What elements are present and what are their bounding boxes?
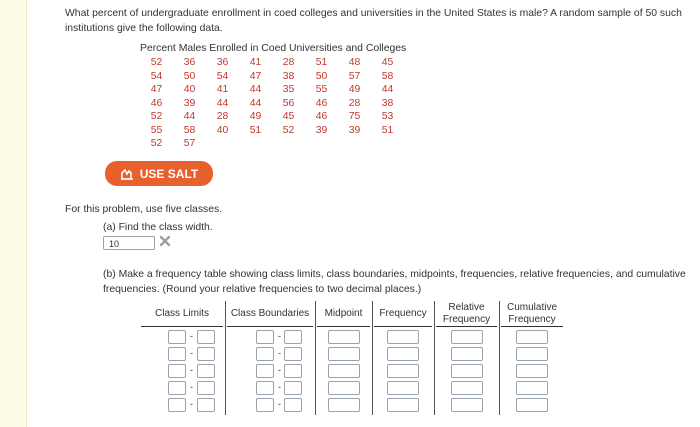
data-value: 53 [381, 111, 394, 122]
midpoint-input[interactable] [328, 330, 360, 344]
lower-class-limit-input[interactable] [168, 398, 186, 412]
range-dash: - [190, 365, 193, 375]
header-relative-frequency: Relative Frequency [436, 301, 497, 327]
data-value: 55 [315, 84, 328, 95]
midpoint-input[interactable] [328, 347, 360, 361]
data-value: 38 [282, 70, 295, 82]
data-value: 51 [381, 124, 394, 136]
upper-class-boundary-input[interactable] [284, 364, 302, 378]
data-value: 75 [348, 111, 361, 122]
data-value: 44 [381, 84, 394, 95]
data-value: 58 [183, 124, 196, 136]
data-value: 52 [150, 57, 163, 68]
salt-chart-icon [120, 168, 134, 180]
data-value: 46 [150, 97, 163, 109]
column-divider [372, 301, 373, 415]
midpoint-input[interactable] [328, 381, 360, 395]
data-value: 38 [381, 97, 394, 109]
problem-instructions: For this problem, use five classes. [65, 204, 223, 215]
midpoint-input[interactable] [328, 398, 360, 412]
data-value: 54 [150, 70, 163, 82]
range-dash: - [278, 382, 281, 392]
frequency-input[interactable] [387, 347, 419, 361]
data-value: 45 [381, 57, 394, 68]
range-dash: - [278, 348, 281, 358]
lower-class-limit-input[interactable] [168, 364, 186, 378]
data-value: 40 [183, 84, 196, 95]
cumulative-frequency-input[interactable] [516, 398, 548, 412]
upper-class-boundary-input[interactable] [284, 398, 302, 412]
upper-class-boundary-input[interactable] [284, 381, 302, 395]
data-value: 51 [315, 57, 328, 68]
data-value: 41 [249, 57, 262, 68]
column-divider [315, 301, 316, 415]
data-value: 28 [282, 57, 295, 68]
data-value: 36 [216, 57, 229, 68]
lower-class-boundary-input[interactable] [256, 398, 274, 412]
column-divider [225, 301, 226, 415]
header-frequency: Frequency [374, 301, 432, 327]
upper-class-limit-input[interactable] [197, 347, 215, 361]
midpoint-input[interactable] [328, 364, 360, 378]
data-value: 56 [282, 97, 295, 109]
cumulative-frequency-input[interactable] [516, 364, 548, 378]
data-value: 40 [216, 124, 229, 136]
incorrect-x-icon [159, 235, 171, 247]
data-value: 44 [216, 97, 229, 109]
cumulative-frequency-input[interactable] [516, 330, 548, 344]
relative-frequency-input[interactable] [451, 364, 483, 378]
lower-class-limit-input[interactable] [168, 381, 186, 395]
data-value: 36 [183, 57, 196, 68]
data-value: 50 [315, 70, 328, 82]
upper-class-boundary-input[interactable] [284, 347, 302, 361]
range-dash: - [278, 331, 281, 341]
data-value: 39 [348, 124, 361, 136]
data-value: 46 [315, 97, 328, 109]
data-value: 44 [249, 84, 262, 95]
header-cumulative-frequency: Cumulative Frequency [501, 301, 563, 327]
header-class-limits: Class Limits [141, 301, 223, 327]
data-value: 57 [348, 70, 361, 82]
upper-class-limit-input[interactable] [197, 398, 215, 412]
header-midpoint: Midpoint [317, 301, 370, 327]
relative-frequency-input[interactable] [451, 347, 483, 361]
data-value: 57 [183, 138, 196, 149]
data-value: 52 [150, 111, 163, 122]
lower-class-boundary-input[interactable] [256, 364, 274, 378]
upper-class-boundary-input[interactable] [284, 330, 302, 344]
question-panel [26, 0, 700, 427]
data-value: 47 [150, 84, 163, 95]
data-value: 39 [315, 124, 328, 136]
relative-frequency-input[interactable] [451, 330, 483, 344]
cumulative-frequency-input[interactable] [516, 347, 548, 361]
relative-frequency-input[interactable] [451, 381, 483, 395]
data-value: 52 [150, 138, 163, 149]
data-table [140, 57, 404, 152]
lower-class-limit-input[interactable] [168, 347, 186, 361]
range-dash: - [190, 331, 193, 341]
frequency-input[interactable] [387, 330, 419, 344]
data-value: 28 [348, 97, 361, 109]
upper-class-limit-input[interactable] [197, 364, 215, 378]
data-table-title: Percent Males Enrolled in Coed Universities and Colleges [140, 43, 407, 54]
data-value: 44 [183, 111, 196, 122]
frequency-input[interactable] [387, 364, 419, 378]
use-salt-label: USE SALT [139, 166, 199, 181]
left-margin-bar [0, 0, 27, 427]
upper-class-limit-input[interactable] [197, 330, 215, 344]
data-value: 35 [282, 84, 295, 95]
lower-class-boundary-input[interactable] [256, 381, 274, 395]
part-b-prompt: (b) Make a frequency table showing class limits, class boundaries, midpoints, frequencies, relative frequencies, and cumulative frequencies. (Round your relative frequencies to two decimal places.) [103, 269, 686, 295]
part-a-prompt: (a) Find the class width. [103, 222, 213, 233]
cumulative-frequency-input[interactable] [516, 381, 548, 395]
range-dash: - [190, 348, 193, 358]
data-value: 49 [249, 111, 262, 122]
frequency-input[interactable] [387, 398, 419, 412]
range-dash: - [190, 382, 193, 392]
data-value: 51 [249, 124, 262, 136]
header-class-boundaries: Class Boundaries [227, 301, 313, 327]
data-value: 28 [216, 111, 229, 122]
data-value: 54 [216, 70, 229, 82]
data-value: 52 [282, 124, 295, 136]
data-value: 48 [348, 57, 361, 68]
data-value: 45 [282, 111, 295, 122]
range-dash: - [278, 365, 281, 375]
column-divider [499, 301, 500, 415]
data-value: 47 [249, 70, 262, 82]
data-value: 46 [315, 111, 328, 122]
lower-class-boundary-input[interactable] [256, 330, 274, 344]
column-divider [434, 301, 435, 415]
upper-class-limit-input[interactable] [197, 381, 215, 395]
data-value: 39 [183, 97, 196, 109]
range-dash: - [190, 399, 193, 409]
question-text: What percent of undergraduate enrollment in coed colleges and universities in the United States is male? A random sample of 50 such institutions give the following data. [65, 8, 682, 34]
data-value: 55 [150, 124, 163, 136]
relative-frequency-input[interactable] [451, 398, 483, 412]
use-salt-button[interactable] [105, 161, 213, 186]
data-value: 50 [183, 70, 196, 82]
range-dash: - [278, 399, 281, 409]
data-value: 41 [216, 84, 229, 95]
lower-class-boundary-input[interactable] [256, 347, 274, 361]
lower-class-limit-input[interactable] [168, 330, 186, 344]
data-value: 49 [348, 84, 361, 95]
data-value: 58 [381, 70, 394, 82]
frequency-input[interactable] [387, 381, 419, 395]
class-width-input[interactable]: 10 [103, 236, 155, 250]
data-value: 44 [249, 97, 262, 109]
